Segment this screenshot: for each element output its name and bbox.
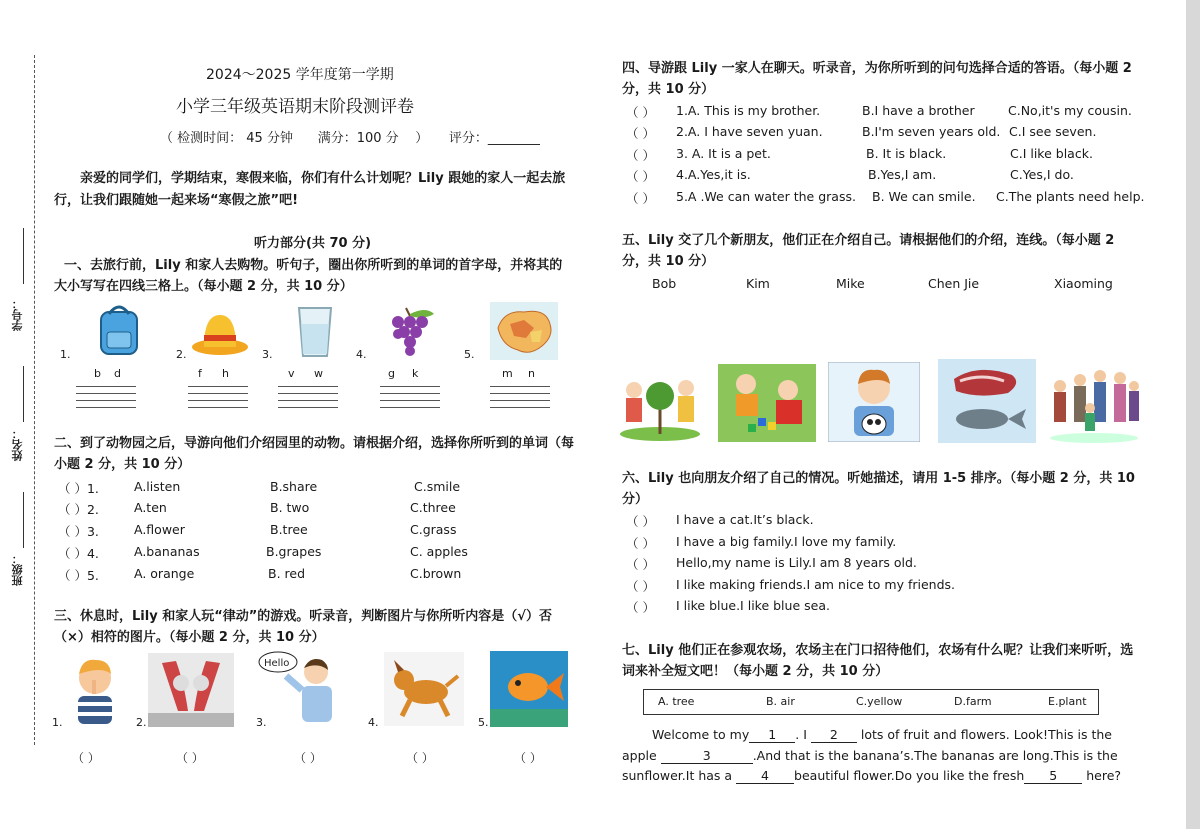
q1-num-1: 1. <box>60 348 71 361</box>
q4-option-c: C.The plants need help. <box>996 189 1145 204</box>
q6-order-paren[interactable]: （ ） <box>626 514 655 529</box>
q2-option-a: A. orange <box>134 566 195 581</box>
writing-grid-1[interactable] <box>76 386 136 414</box>
q7-heading: 七、Lily 他们正在参观农场，农场主在门口招待他们，农场有什么呢？让我们来听听，选词来补全短文吧！（每小题 2 分，共 10 分） <box>622 643 1134 679</box>
writing-grid-2[interactable] <box>188 386 248 414</box>
q4-answer-paren[interactable]: （ ） <box>626 191 655 206</box>
q4-answer-paren[interactable]: （ ） <box>626 169 655 184</box>
q7-text: beautiful flower.Do you like the fresh <box>794 768 1025 783</box>
q1-num-5: 5. <box>464 348 475 361</box>
q7-passage-line-2 <box>622 748 1118 764</box>
q1-letter-3a[interactable]: v <box>288 367 295 380</box>
q4-option-a: 1.A. This is my brother. <box>676 103 821 118</box>
q7-text: here? <box>1086 768 1122 783</box>
q7-text: Welcome to my <box>652 727 750 742</box>
q6-order-paren[interactable]: （ ） <box>626 579 655 594</box>
exam-meta: （ 检测时间： 45 分钟 满分：100 分 ） 评分：________ <box>160 131 540 146</box>
q7-option-d: D.farm <box>954 695 992 708</box>
q3-num-1: 1. <box>52 716 63 729</box>
q2-answer-paren[interactable]: （ ）4. <box>58 546 99 561</box>
q4-answer-paren[interactable]: （ ） <box>626 126 655 141</box>
map-picture <box>490 302 558 360</box>
hat-picture <box>190 305 250 359</box>
q1-letter-2a[interactable]: f <box>198 367 202 380</box>
goldfish-picture <box>490 651 568 727</box>
q2-option-a: A.ten <box>134 500 167 515</box>
q7-blank-5[interactable]: 5 <box>1024 768 1082 784</box>
listening-section-title: 听力部分(共 70 分) <box>254 236 372 251</box>
q7-option-c: C.yellow <box>856 695 903 708</box>
q7-text: apple <box>622 748 657 763</box>
q2-answer-paren[interactable]: （ ）2. <box>58 502 99 517</box>
xingming-line <box>23 366 24 422</box>
dog-running-picture <box>384 652 464 726</box>
q1-letter-1b[interactable]: d <box>114 367 121 380</box>
boy-finger-lips-picture <box>66 656 124 726</box>
binding-dashed-line <box>34 55 35 745</box>
q3-heading: 三、休息时，Lily 和家人玩“律动”的游戏。听录音，判断图片与你所听内容是（√）否（×）相符的图片。（每小题 2 分，共 10 分） <box>54 609 552 645</box>
q4-option-b: B.I'm seven years old. <box>862 124 1001 139</box>
q7-option-a: A. tree <box>658 695 695 708</box>
q4-option-a: 4.A.Yes,it is. <box>676 167 751 182</box>
writing-grid-3[interactable] <box>278 386 338 414</box>
writing-grid-4[interactable] <box>380 386 440 414</box>
q4-option-a: 2.A. I have seven yuan. <box>676 124 823 139</box>
q4-option-c: C.I like black. <box>1010 146 1093 161</box>
q6-sentence: I have a big family.I love my family. <box>676 534 897 549</box>
q1-letter-1a[interactable]: b <box>94 367 101 380</box>
q1-letter-5a[interactable]: m <box>502 367 513 380</box>
q2-option-c: C.smile <box>414 479 461 494</box>
q2-option-c: C. apples <box>410 544 468 559</box>
q2-heading: 二、到了动物园之后，导游向他们介绍园里的动物。请根据介绍，选择你所听到的单词（每小题 2 分，共 10 分） <box>54 436 575 472</box>
grapes-picture <box>376 304 440 358</box>
q7-text: . I <box>795 727 807 742</box>
q7-blank-2[interactable]: 2 <box>811 727 857 743</box>
q6-order-paren[interactable]: （ ） <box>626 536 655 551</box>
q4-option-c: C.I see seven. <box>1009 124 1097 139</box>
q1-letter-4b[interactable]: k <box>412 367 419 380</box>
q4-answer-paren[interactable]: （ ） <box>626 148 655 163</box>
q2-option-b: B. two <box>270 500 310 515</box>
intro-paragraph: 亲爱的同学们，学期结束，寒假来临，你们有什么计划呢？Lily 跟她的家人一起去旅行，让我们跟随她一起来场“寒假之旅”吧! <box>54 171 566 208</box>
meat-and-fish-picture[interactable] <box>938 359 1036 443</box>
xuehao-line <box>23 228 24 284</box>
q4-answer-paren[interactable]: （ ） <box>626 105 655 120</box>
q7-blank-4[interactable]: 4 <box>736 768 794 784</box>
q1-num-4: 4. <box>356 348 367 361</box>
q1-num-2: 2. <box>176 348 187 361</box>
q4-option-b: B. We can smile. <box>872 189 976 204</box>
q4-option-a: 5.A .We can water the grass. <box>676 189 856 204</box>
q6-sentence: I like blue.I like blue sea. <box>676 598 830 613</box>
q1-letter-5b[interactable]: n <box>528 367 535 380</box>
q2-answer-paren[interactable]: （ ）5. <box>58 568 99 583</box>
banji-label: 班级： <box>11 553 24 586</box>
xuehao-label: 学号： <box>11 298 24 331</box>
q7-blank-1[interactable]: 1 <box>749 727 795 743</box>
washing-hands-picture <box>148 653 234 727</box>
q3-num-3: 3. <box>256 716 267 729</box>
q2-option-b: B. red <box>268 566 306 581</box>
q6-order-paren[interactable]: （ ） <box>626 557 655 572</box>
q4-option-b: B.I have a brother <box>862 103 975 118</box>
q2-option-c: C.brown <box>410 566 462 581</box>
q6-order-paren[interactable]: （ ） <box>626 600 655 615</box>
q2-option-c: C.three <box>410 500 456 515</box>
q4-option-b: B. It is black. <box>866 146 947 161</box>
q7-passage-line-1 <box>652 727 1112 743</box>
q3-answer-paren-3[interactable]: （ ） <box>294 751 322 765</box>
q5-name-mike[interactable]: Mike <box>836 276 865 291</box>
q3-answer-paren-2[interactable]: （ ） <box>176 751 204 765</box>
backpack-picture <box>88 302 150 358</box>
kids-playing-blocks-picture[interactable] <box>718 364 816 442</box>
q1-letter-4a[interactable]: g <box>388 367 395 380</box>
xingming-label: 姓名： <box>11 428 24 461</box>
page-edge <box>1186 0 1200 829</box>
q7-text: .And that is the banana’s.The bananas are long.This is the <box>752 748 1118 763</box>
q1-num-3: 3. <box>262 348 273 361</box>
q3-answer-paren-5[interactable]: （ ） <box>514 751 542 765</box>
q2-option-a: A.flower <box>134 522 185 537</box>
boy-with-owl-picture[interactable] <box>828 362 920 442</box>
q2-option-a: A.bananas <box>134 544 200 559</box>
q2-option-b: B.share <box>270 479 318 494</box>
q4-option-c: C.No,it's my cousin. <box>1008 103 1132 118</box>
kids-planting-tree-picture[interactable] <box>616 368 704 442</box>
q7-word-bank <box>643 689 1099 715</box>
q3-num-5: 5. <box>478 716 489 729</box>
writing-grid-5[interactable] <box>490 386 550 414</box>
q7-option-e: E.plant <box>1048 695 1087 708</box>
q1-letter-2b[interactable]: h <box>222 367 229 380</box>
q7-option-b: B. air <box>766 695 795 708</box>
q3-answer-paren-1[interactable]: （ ） <box>72 751 100 765</box>
q1-letter-3b[interactable]: w <box>314 367 323 380</box>
q4-option-b: B.Yes,I am. <box>868 167 937 182</box>
q5-name-kim[interactable]: Kim <box>746 276 770 291</box>
q1-heading: 一、去旅行前，Lily 和家人去购物。听句子，圈出你所听到的单词的首字母，并将其的大小写写在四线三格上。（每小题 2 分，共 10 分） <box>54 258 563 294</box>
q4-option-a: 3. A. It is a pet. <box>676 146 771 161</box>
q2-option-a: A.listen <box>134 479 181 494</box>
q5-name-xiaoming[interactable]: Xiaoming <box>1054 276 1113 291</box>
q6-heading: 六、Lily 也向朋友介绍了自己的情况。听她描述，请用 1-5 排序。（每小题 2 分，共 10 分） <box>622 471 1135 507</box>
q5-name-bob[interactable]: Bob <box>652 276 677 291</box>
banji-line <box>23 492 24 548</box>
school-year-title: 2024～2025 学年度第一学期 <box>206 67 394 83</box>
q2-option-c: C.grass <box>410 522 457 537</box>
q4-heading: 四、导游跟 Lily 一家人在聊天。听录音，为你所听到的问句选择合适的答语。（每小题 2 分，共 10 分） <box>622 61 1132 97</box>
q2-option-b: B.tree <box>270 522 308 537</box>
boy-saying-hello-picture <box>258 650 344 726</box>
q6-sentence: Hello,my name is Lily.I am 8 years old. <box>676 555 917 570</box>
q7-blank-3[interactable]: 3 <box>661 748 753 764</box>
q2-answer-paren[interactable]: （ ）1. <box>58 481 99 496</box>
q7-text: lots of fruit and flowers. Look!This is the <box>860 727 1113 742</box>
big-family-picture[interactable] <box>1046 356 1142 444</box>
q4-option-c: C.Yes,I do. <box>1010 167 1074 182</box>
q3-answer-paren-4[interactable]: （ ） <box>406 751 434 765</box>
q6-sentence: I like making friends.I am nice to my friends. <box>676 577 956 592</box>
q5-heading: 五、Lily 交了几个新朋友，他们正在介绍自己。请根据他们的介绍，连线。（每小题 2 分，共 10 分） <box>622 233 1115 269</box>
q5-name-chen-jie[interactable]: Chen Jie <box>928 276 980 291</box>
exam-title: 小学三年级英语期末阶段测评卷 <box>176 97 414 117</box>
hello-bubble-text: Hello <box>264 658 290 669</box>
q2-option-b: B.grapes <box>266 544 322 559</box>
q3-num-2: 2. <box>136 716 147 729</box>
q2-answer-paren[interactable]: （ ）3. <box>58 524 99 539</box>
q7-text: sunflower.It has a <box>622 768 733 783</box>
q7-passage-line-3 <box>622 768 1121 784</box>
q6-sentence: I have a cat.It’s black. <box>676 512 814 527</box>
q3-num-4: 4. <box>368 716 379 729</box>
glass-picture <box>294 304 336 360</box>
